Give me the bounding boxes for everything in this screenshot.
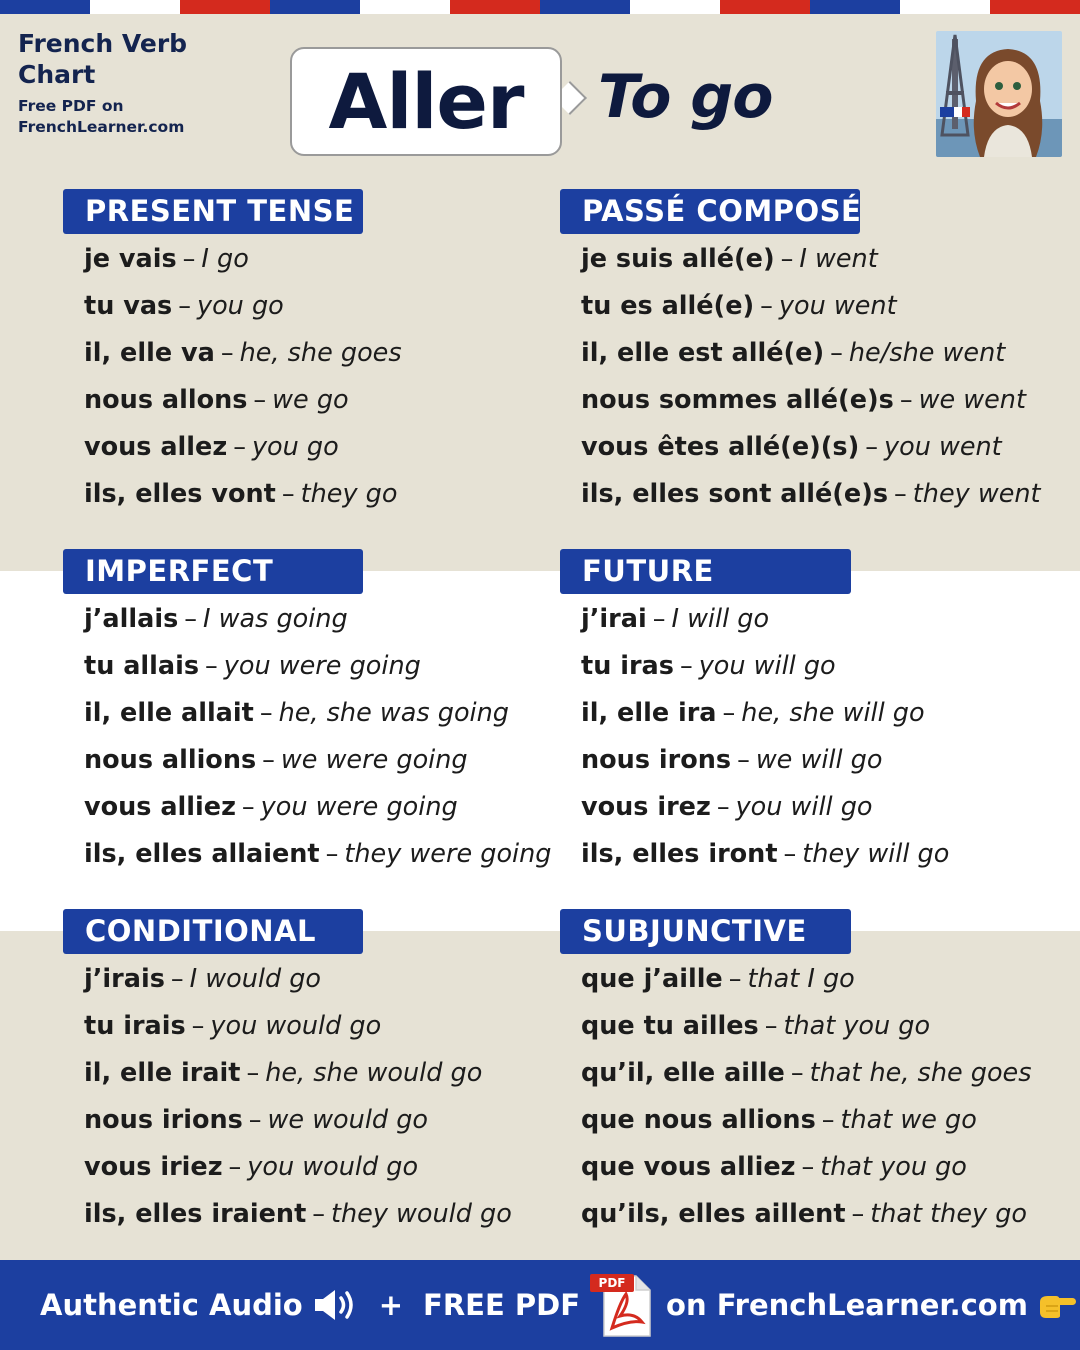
brand-title: French Verb Chart bbox=[18, 29, 188, 89]
conjugation-list bbox=[63, 954, 533, 1238]
conjugation-row: il, elle va – he, she goes bbox=[84, 338, 402, 368]
section-imperfect bbox=[63, 549, 552, 878]
free-pdf-label: FREE PDF bbox=[423, 1288, 581, 1322]
conjugation-row: que vous alliez – that you go bbox=[581, 1152, 967, 1182]
conjugation-row: nous irions – we would go bbox=[84, 1105, 428, 1135]
conjugation-row: il, elle allait – he, she was going bbox=[84, 698, 509, 728]
plus-sign: + bbox=[378, 1288, 404, 1322]
conjugation-row: qu’il, elle aille – that he, she goes bbox=[581, 1058, 1032, 1088]
conjugation-list bbox=[560, 954, 1070, 1238]
brand-subtitle: Free PDF on FrenchLearner.com bbox=[18, 97, 185, 136]
verb-title: Aller bbox=[328, 57, 524, 146]
section-heading: PRESENT TENSE bbox=[63, 189, 363, 234]
conjugation-row: vous irez – you will go bbox=[581, 792, 873, 822]
conjugation-row: vous allez – you go bbox=[84, 432, 339, 462]
conjugation-row: tu iras – you will go bbox=[581, 651, 836, 681]
conjugation-list bbox=[560, 594, 1070, 878]
cartoon-woman-eiffel-tower-illustration bbox=[936, 31, 1062, 157]
conjugation-row: tu allais – you were going bbox=[84, 651, 421, 681]
conjugation-row: qu’ils, elles aillent – that they go bbox=[581, 1199, 1027, 1229]
conjugation-row: que j’aille – that I go bbox=[581, 964, 855, 994]
section-heading: SUBJUNCTIVE bbox=[560, 909, 851, 954]
conjugation-row: il, elle est allé(e) – he/she went bbox=[581, 338, 1006, 368]
brand-block bbox=[18, 28, 238, 138]
pointing-hand-icon bbox=[1038, 1290, 1078, 1320]
authentic-audio-label: Authentic Audio bbox=[40, 1288, 303, 1322]
conjugation-row: ils, elles iront – they will go bbox=[581, 839, 950, 869]
conjugation-row: il, elle ira – he, she will go bbox=[581, 698, 925, 728]
section-heading: CONDITIONAL bbox=[63, 909, 363, 954]
section-heading: IMPERFECT bbox=[63, 549, 363, 594]
pdf-icon bbox=[590, 1272, 656, 1338]
conjugation-row: vous alliez – you were going bbox=[84, 792, 458, 822]
conjugation-row: que nous allions – that we go bbox=[581, 1105, 977, 1135]
conjugation-row: tu irais – you would go bbox=[84, 1011, 382, 1041]
conjugation-row: vous êtes allé(e)(s) – you went bbox=[581, 432, 1002, 462]
section-conditional bbox=[63, 909, 533, 1238]
site-link[interactable]: on FrenchLearner.com bbox=[666, 1288, 1028, 1322]
conjugation-row: ils, elles iraient – they would go bbox=[84, 1199, 512, 1229]
conjugation-row: que tu ailles – that you go bbox=[581, 1011, 931, 1041]
speaker-icon bbox=[313, 1287, 359, 1323]
conjugation-list bbox=[63, 594, 552, 878]
verb-title-box bbox=[290, 47, 562, 156]
conjugation-row: nous sommes allé(e)s – we went bbox=[581, 385, 1026, 415]
pdf-icon-label: PDF bbox=[598, 1276, 626, 1290]
section-heading: PASSÉ COMPOSÉ bbox=[560, 189, 860, 234]
section-heading: FUTURE bbox=[560, 549, 851, 594]
flag-stripe-bar bbox=[0, 0, 1080, 14]
conjugation-row: tu vas – you go bbox=[84, 291, 284, 321]
conjugation-row: j’allais – I was going bbox=[84, 604, 348, 634]
conjugation-row: je suis allé(e) – I went bbox=[581, 244, 878, 274]
conjugation-row: vous iriez – you would go bbox=[84, 1152, 419, 1182]
section-present-tense bbox=[63, 189, 533, 518]
conjugation-row: nous allons – we go bbox=[84, 385, 349, 415]
section-subjunctive bbox=[560, 909, 1070, 1238]
conjugation-row: ils, elles sont allé(e)s – they went bbox=[581, 479, 1041, 509]
conjugation-row: ils, elles vont – they go bbox=[84, 479, 398, 509]
conjugation-row: ils, elles allaient – they were going bbox=[84, 839, 552, 869]
conjugation-row: je vais – I go bbox=[84, 244, 249, 274]
verb-meaning: To go bbox=[598, 62, 773, 132]
section-future bbox=[560, 549, 1070, 878]
conjugation-list bbox=[560, 234, 1070, 518]
conjugation-row: nous irons – we will go bbox=[581, 745, 883, 775]
avatar-illustration-icon bbox=[936, 31, 1062, 157]
conjugation-row: tu es allé(e) – you went bbox=[581, 291, 897, 321]
section-passe-compose bbox=[560, 189, 1070, 518]
conjugation-row: il, elle irait – he, she would go bbox=[84, 1058, 483, 1088]
conjugation-row: j’irai – I will go bbox=[581, 604, 770, 634]
conjugation-row: j’irais – I would go bbox=[84, 964, 322, 994]
footer-banner[interactable] bbox=[0, 1260, 1080, 1350]
conjugation-row: nous allions – we were going bbox=[84, 745, 468, 775]
conjugation-list bbox=[63, 234, 533, 518]
